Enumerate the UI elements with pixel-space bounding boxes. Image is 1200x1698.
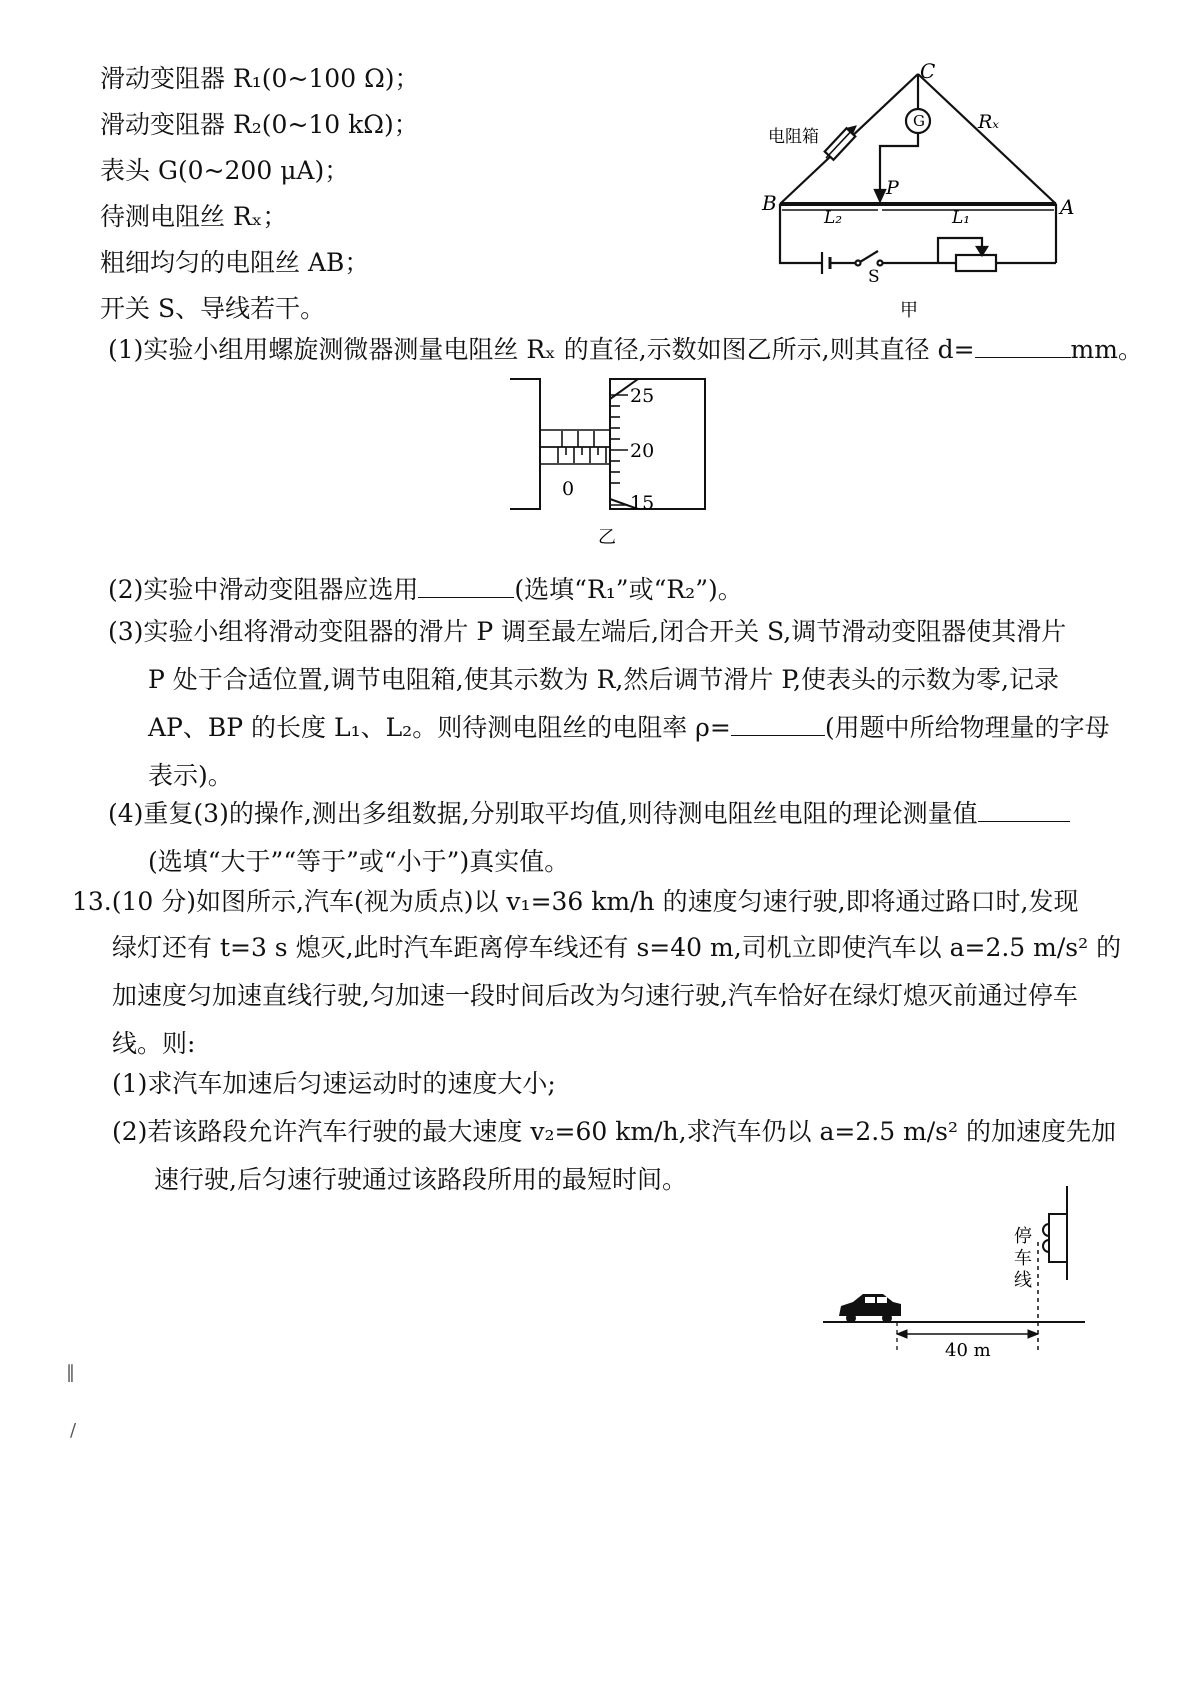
l2-label: L₂ — [824, 208, 843, 228]
stopline-label-3: 线 — [1014, 1270, 1032, 1291]
q12-part3-line4: 表示)。 — [148, 761, 233, 790]
q13-line4: 线。则: — [112, 1029, 196, 1058]
q12-part3 — [108, 608, 1066, 656]
q13-part1 — [112, 1060, 1116, 1156]
node-c-label: C — [920, 59, 936, 83]
resistance-box-label: 电阻箱 — [768, 127, 819, 147]
q13-part2-line1: (2)若该路段允许汽车行驶的最大速度 v₂=60 km/h,求汽车仍以 a=2.5 m/s² 的加速度先加 — [112, 1117, 1116, 1146]
l1-label: L₁ — [952, 208, 971, 228]
rx-label: Rₓ — [978, 111, 1000, 133]
main-scale-ticks — [558, 431, 606, 463]
q12-part3-line1: (3)实验小组将滑动变阻器的滑片 P 调至最左端后,闭合开关 S,调节滑动变阻器使其滑片 — [108, 617, 1067, 646]
q12-part2-text: (2)实验中滑动变阻器应选用 — [108, 575, 419, 604]
q13-stem-cont — [112, 924, 1121, 1068]
q13-line2: 绿灯还有 t=3 s 熄灭,此时汽车距离停车线还有 s=40 m,司机立即使汽车以 a=2.5 m/s² 的 — [112, 933, 1122, 962]
q12-part3-line3-hint: (用题中所给物理量的字母 — [824, 713, 1110, 742]
q13-line3: 加速度匀加速直线行驶,匀加速一段时间后改为匀速行驶,汽车恰好在绿灯熄灭前通过停车 — [112, 981, 1078, 1010]
q13-line1: 13.(10 分)如图所示,汽车(视为质点)以 v₁=36 km/h 的速度匀速行驶,即将通过路口时,发现 — [72, 887, 1079, 916]
node-a-label: A — [1060, 195, 1075, 219]
q12-part3-line3-text: AP、BP 的长度 L₁、L₂。则待测电阻丝的电阻率 ρ= — [148, 713, 731, 742]
q12-part1-unit: mm。 — [1070, 335, 1143, 364]
thimble-label-15: 15 — [630, 492, 655, 514]
q12-part1 — [108, 326, 1143, 374]
q12-part4-line2: (选填“大于”“等于”或“小于”)真实值。 — [148, 847, 570, 876]
q12-part3-cont — [148, 656, 1110, 800]
node-b-label: B — [762, 191, 777, 215]
equipment-item: 滑动变阻器 R₂(0~10 kΩ)； — [100, 110, 419, 139]
q12-part1-text: (1)实验小组用螺旋测微器测量电阻丝 Rₓ 的直径,示数如图乙所示,则其直径 d= — [108, 335, 975, 364]
galvanometer-label: G — [913, 112, 925, 130]
equipment-item: 表头 G(0~200 μA)； — [100, 156, 350, 185]
scan-mark: / — [70, 1420, 77, 1441]
q12-part2-hint: (选填“R₁”或“R₂”)。 — [514, 575, 743, 604]
q13-stem — [72, 878, 1079, 926]
equipment-item: 滑动变阻器 R₁(0~100 Ω)； — [100, 64, 420, 93]
car-icon — [839, 1294, 901, 1323]
main-scale-zero: 0 — [562, 478, 575, 500]
switch-s-label: S — [868, 267, 880, 287]
q12-part3-line3 — [148, 704, 1110, 752]
slider-p-label: P — [886, 177, 899, 199]
thimble-label-25: 25 — [630, 385, 655, 407]
micrometer-figure-yi — [510, 375, 710, 550]
equipment-item: 粗细均匀的电阻丝 AB； — [100, 248, 370, 277]
circuit-figure-jia — [760, 58, 1080, 328]
answer-blank[interactable] — [975, 331, 1071, 358]
car-stopline-figure — [815, 1182, 1090, 1372]
distance-label: 40 m — [945, 1340, 991, 1361]
q12-part4 — [108, 790, 1070, 838]
thimble-label-20: 20 — [630, 440, 655, 462]
answer-blank[interactable] — [731, 709, 825, 736]
answer-blank[interactable] — [978, 795, 1070, 822]
stopline-label-1: 停 — [1014, 1226, 1032, 1247]
q13-part1-text: (1)求汽车加速后匀速运动时的速度大小; — [112, 1069, 556, 1098]
q12-part3-line2: P 处于合适位置,调节电阻箱,使其示数为 R,然后调节滑片 P,使表头的示数为零,记录 — [148, 665, 1059, 694]
equipment-item: 开关 S、导线若干。 — [100, 294, 326, 323]
answer-blank[interactable] — [418, 571, 514, 598]
q13-part2-line2: 速行驶,后匀速行驶通过该路段所用的最短时间。 — [154, 1165, 687, 1194]
thimble-scale-ticks — [610, 395, 628, 505]
q13-part2-cont — [154, 1156, 687, 1204]
figure-yi-caption: 乙 — [598, 527, 616, 548]
q12-part4-line1: (4)重复(3)的操作,测出多组数据,分别取平均值,则待测电阻丝电阻的理论测量值 — [108, 799, 978, 828]
q12-part2 — [108, 566, 743, 614]
figure-jia-caption: 甲 — [900, 300, 918, 321]
stopline-label-2: 车 — [1014, 1248, 1032, 1269]
equipment-item: 待测电阻丝 Rₓ； — [100, 202, 288, 231]
scan-mark: ‖ — [66, 1362, 75, 1383]
